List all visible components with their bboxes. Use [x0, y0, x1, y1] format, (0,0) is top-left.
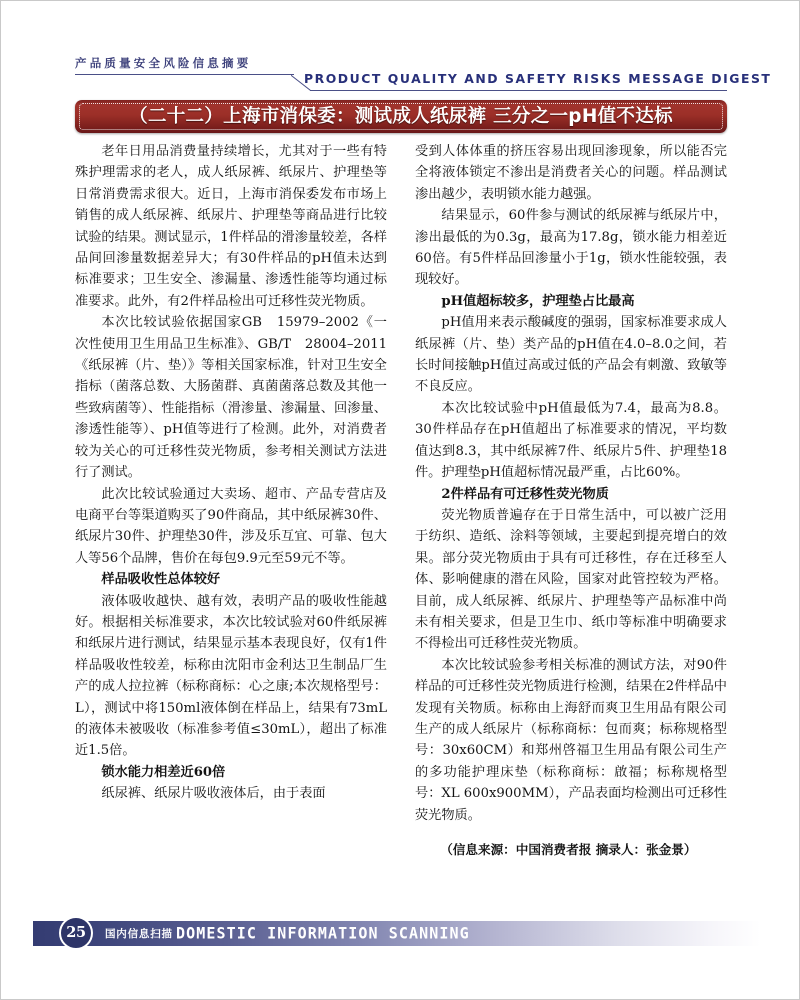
page-footer	[33, 921, 761, 946]
body-paragraph: 本次比较试验参考相关标准的测试方法，对90件样品的可迁移性荧光物质进行检测，结果在2件样品中发现有关物质。标称由上海舒而爽卫生用品有限公司生产的成人纸尿片（标称商标：包而爽；标称规格型号：30x60CM）和郑州啓福卫生用品有限公司生产的多功能护理床垫（标称商标：啟福；标称规格型号：XL 600x900MM），产品表面均检测出可迁移性荧光物质。	[415, 657, 727, 823]
header-title-cn: 产品质量安全风险信息摘要	[75, 56, 252, 70]
body-paragraph: 纸尿裤、纸尿片吸收液体后，由于表面	[101, 786, 326, 802]
body-paragraph: pH值用来表示酸碱度的强弱，国家标准要求成人纸尿裤（片、垫）类产品的pH值在4.0–8.0之间，若长时间接触pH值过高或过低的产品会有刺激、致敏等不良反应。	[415, 315, 727, 395]
body-paragraph: 此次比较试验通过大卖场、超市、产品专营店及电商平台等渠道购买了90件商品，其中纸尿裤30件、纸尿片30件、护理垫30件，涉及乐互宜、可靠、包大人等56个品牌，售价在每包9.9元至59元不等。	[75, 486, 387, 566]
body-paragraph: 受到人体体重的挤压容易出现回渗现象，所以能否完全将液体锁定不渗出是消费者关心的问题。样品测试渗出越少，表明锁水能力越强。	[415, 144, 727, 202]
footer-section-label-cn: 国内信息扫描	[105, 928, 173, 940]
body-paragraph: 荧光物质普遍存在于日常生活中，可以被广泛用于纺织、造纸、涂料等领域，主要起到提亮增白的效果。部分荧光物质由于具有可迁移性，存在迁移至人体、影响健康的潜在风险，国家对此管控较为严格。目前，成人纸尿裤、纸尿片、护理垫等产品标准中尚未有相关要求，但是卫生巾、纸巾等标准中明确要求不得检出可迁移性荧光物质。	[415, 507, 727, 652]
section-subheading: 样品吸收性总体较好	[101, 572, 221, 588]
body-paragraph: 本次比较试验中pH值最低为7.4，最高为8.8。30件样品存在pH值超出了标准要求的情况，平均数值达到8.3，其中纸尿裤7件、纸尿片5件、护理垫18件。护理垫pH值超标情况最严重，占比60%。	[415, 400, 727, 481]
body-paragraph: 本次比较试验依据国家GB 15979–2002《一次性使用卫生用品卫生标准》、GB/T 28004–2011《纸尿裤（片、垫）》等相关国家标准，针对卫生安全指标（菌落总数、大肠菌群、真菌菌落总数及其他一些致病菌等）、性能指标（滑渗量、渗漏量、回渗量、渗透性能等）、pH值等进行了检测。此外，对消费者较为关心的可迁移性荧光物质，参考相关测试方法进行了测试。	[75, 315, 387, 481]
footer-section-label-en: DOMESTIC INFORMATION SCANNING	[176, 924, 470, 943]
header-rule-left	[75, 74, 294, 75]
body-paragraph: 结果显示，60件参与测试的纸尿裤与纸尿片中，渗出最低的为0.3g，最高为17.8g，锁水能力相差近60倍。有5件样品回渗量小于1g，锁水性能较强，表现较好。	[415, 208, 727, 288]
header-title-en: PRODUCT QUALITY AND SAFETY RISKS MESSAGE DIGEST	[304, 71, 772, 86]
column-right	[415, 141, 727, 906]
source-attribution: （信息来源：中国消费者报 摘录人：张金景）	[440, 842, 697, 857]
section-subheading: 锁水能力相差近60倍	[101, 764, 226, 780]
page-header	[1, 1, 800, 96]
body-paragraph: 液体吸收越快、越有效，表明产品的吸收性能越好。根据相关标准要求，本次比较试验对60件纸尿裤和纸尿片进行测试，结果显示基本表现良好，仅有1件样品吸收性较差，标称由沈阳市金利达卫生制品厂生产的成人拉拉裤（标称商标：心之康;本次规格型号：L），测试中将150ml液体倒在样品上，结果有73mL的液体未被吸收（标准参考值≤30mL），超出了标准近1.5倍。	[75, 593, 387, 759]
header-rule-right	[310, 90, 727, 91]
article-body	[75, 141, 727, 906]
page-number: 25	[66, 924, 86, 941]
column-left	[75, 141, 387, 906]
article-title-banner	[75, 100, 727, 133]
article-title: （二十二）上海市消保委：测试成人纸尿裤 三分之一pH值不达标	[129, 106, 673, 127]
page-number-badge	[59, 916, 93, 950]
body-paragraph: 老年日用品消费量持续增长，尤其对于一些有特殊护理需求的老人，成人纸尿裤、纸尿片、护理垫等日常消费需求很大。近日，上海市消保委发布市场上销售的成人纸尿裤、纸尿片、护理垫等商品进行比较试验的结果。测试显示，1件样品的滑渗量较差，各样品间回渗量数据差异大；有30件样品的pH值未达到标准要求；卫生安全、渗漏量、渗透性能等均通过标准要求。此外，有2件样品检出可迁移性荧光物质。	[75, 144, 387, 309]
section-subheading: 2件样品有可迁移性荧光物质	[441, 486, 609, 502]
section-subheading: pH值超标较多，护理垫占比最高	[441, 293, 635, 309]
